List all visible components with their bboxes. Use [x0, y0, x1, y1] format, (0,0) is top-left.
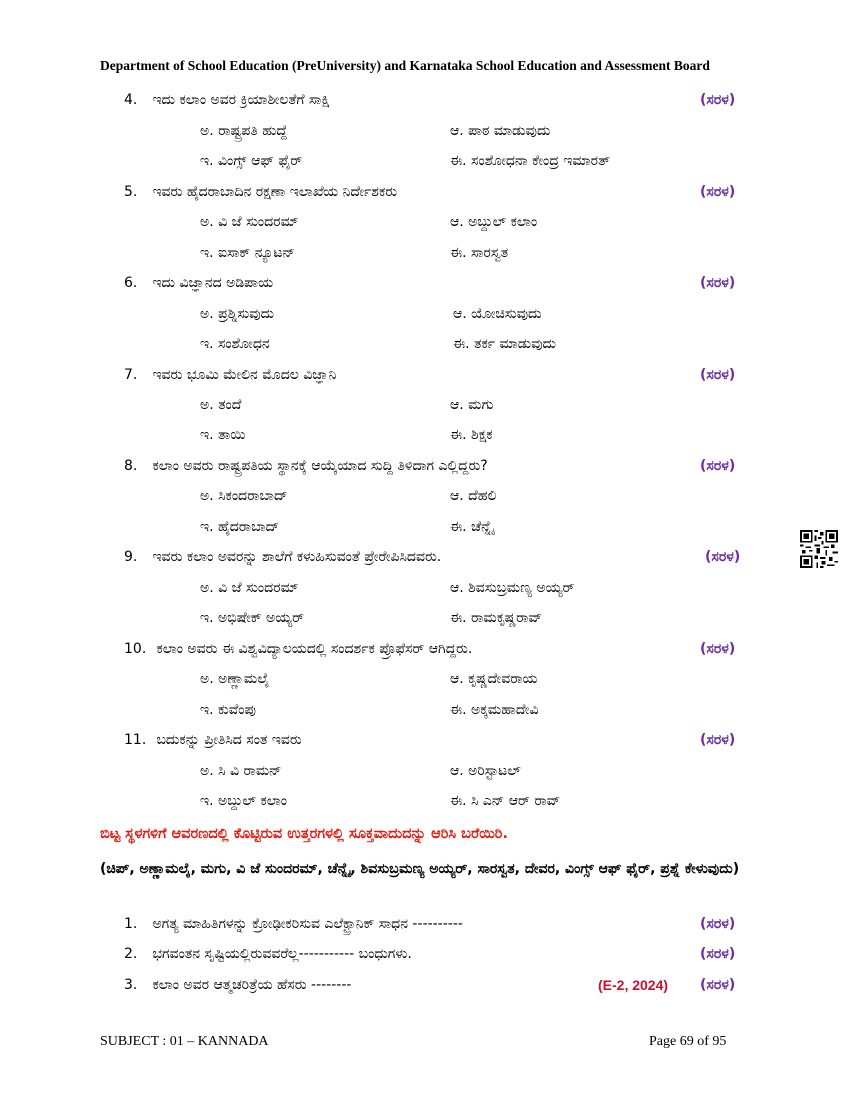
difficulty-tag: (ಸರಳ) [700, 946, 736, 962]
qr-code-icon [800, 530, 838, 568]
option-ii: ಈ. ಸಾರಸ್ವತ [450, 245, 509, 261]
question-number: 8. [124, 458, 138, 474]
difficulty-tag: (ಸರಳ) [700, 275, 736, 291]
option-ii: ಈ. ಅಕ್ಕಮಹಾದೇವಿ [450, 702, 539, 718]
option-i: ಇ. ಅಭಿಷೇಕ್ ಅಯ್ಯರ್ [200, 610, 305, 626]
question-5 [124, 184, 397, 200]
option-aa: ಆ. ಮಗು [450, 397, 494, 413]
question-text: ಇದು ವಿಜ್ಞಾನದ ಅಡಿಪಾಯ [152, 275, 274, 291]
option-i: ಇ. ಅಬ್ದುಲ್ ಕಲಾಂ [200, 793, 288, 809]
difficulty-tag: (ಸರಳ) [700, 732, 736, 748]
question-number: 6. [124, 275, 138, 291]
item-text: ಅಗತ್ಯ ಮಾಹಿತಿಗಳನ್ನು ಕ್ರೋಢೀಕರಿಸುವ ಎಲೆಕ್ಟ್ರಾನಿಕ್ ಸಾಧನ ---------- [152, 916, 463, 932]
option-ii: ಈ. ಶಿಕ್ಷಕ [450, 427, 493, 443]
question-number: 9. [124, 549, 138, 565]
option-a: ಅ. ವಿ ಜೆ ಸುಂದರಮ್ [200, 580, 299, 596]
footer-page-number: Page 69 of 95 [649, 1034, 727, 1049]
question-number: 4. [124, 92, 138, 108]
option-a: ಅ. ಪ್ರಶ್ನಿಸುವುದು [200, 306, 275, 322]
option-a: ಅ. ರಾಷ್ಟ್ರಪತಿ ಹುದ್ದೆ [200, 123, 288, 139]
option-i: ಇ. ವಿಂಗ್ಸ್ ಆಫ್ ಫೈರ್ [200, 153, 303, 169]
difficulty-tag: (ಸರಳ) [705, 549, 741, 565]
option-a: ಅ. ಅಣ್ಣಾಮಲೈ [200, 671, 270, 687]
fill-blanks-instruction: ಬಿಟ್ಟ ಸ್ಥಳಗಳಿಗೆ ಆವರಣದಲ್ಲಿ ಕೊಟ್ಟಿರುವ ಉತ್ತರಗಳಲ್ಲಿ ಸೂಕ್ತವಾದುದನ್ನು ಆರಿಸಿ ಬರೆಯಿರಿ. [100, 826, 508, 842]
option-i: ಇ. ಐಸಾಕ್ ನ್ಯೂಟನ್ [200, 245, 295, 261]
question-6 [124, 275, 273, 291]
question-number: 5. [124, 184, 138, 200]
question-9 [124, 549, 441, 565]
difficulty-tag: (ಸರಳ) [700, 92, 736, 108]
option-aa: ಆ. ಅಬ್ದುಲ್ ಕಲಾಂ [450, 214, 538, 230]
question-number: 10. [124, 641, 147, 657]
question-text: ಇವರು ಭೂಮಿ ಮೇಲಿನ ಮೊದಲ ವಿಜ್ಞಾನಿ [152, 367, 337, 383]
difficulty-tag: (ಸರಳ) [700, 916, 736, 932]
question-8 [124, 458, 488, 474]
option-aa: ಆ. ದೆಹಲಿ [450, 488, 497, 504]
question-11 [124, 732, 302, 748]
item-number: 1. [124, 916, 138, 932]
footer-subject: SUBJECT : 01 – KANNADA [100, 1034, 269, 1049]
option-a: ಅ. ವಿ ಜೆ ಸುಂದರಮ್ [200, 214, 299, 230]
option-a: ಅ. ಸಿ ವಿ ರಾಮನ್ [200, 763, 282, 779]
option-ii: ಈ. ಸಿ ಎನ್ ಆರ್ ರಾವ್ [450, 793, 561, 809]
question-number: 7. [124, 367, 138, 383]
item-text: ಕಲಾಂ ಅವರ ಆತ್ಮಚರಿತ್ರೆಯ ಹೆಸರು -------- [152, 977, 352, 993]
difficulty-tag: (ಸರಳ) [700, 977, 736, 993]
option-i: ಇ. ತಾಯಿ [200, 427, 246, 443]
question-text: ಇವರು ಕಲಾಂ ಅವರನ್ನು ಶಾಲೆಗೆ ಕಳುಹಿಸುವಂತೆ ಪ್ರೇರೇಪಿಸಿದವರು. [152, 549, 442, 565]
difficulty-tag: (ಸರಳ) [700, 367, 736, 383]
item-text: ಭಗವಂತನ ಸೃಷ್ಟಿಯಲ್ಲಿರುವವರೆಲ್ಲ----------- ಬಂಧುಗಳು. [152, 946, 412, 962]
question-10 [124, 641, 472, 657]
option-a: ಅ. ತಂದೆ [200, 397, 242, 413]
question-7 [124, 367, 336, 383]
option-a: ಅ. ಸಿಕಂದರಾಬಾದ್ [200, 488, 288, 504]
option-aa: ಆ. ಯೋಚಿಸುವುದು [453, 306, 542, 322]
question-text: ಕಲಾಂ ಅವರು ಈ ವಿಶ್ವವಿದ್ಯಾಲಯದಲ್ಲಿ ಸಂದರ್ಶಕ ಪ್ರೊಫೆಸರ್ ಆಗಿದ್ದರು. [156, 641, 473, 657]
question-text: ಇದು ಕಲಾಂ ಅವರ ಕ್ರಿಯಾಶೀಲತೆಗೆ ಸಾಕ್ಷಿ [152, 92, 331, 108]
page-header: Department of School Education (PreUniversity) and Karnataka School Education and Assessment Board [100, 58, 710, 73]
fill-item-3 [124, 977, 351, 993]
question-text: ಕಲಾಂ ಅವರು ರಾಷ್ಟ್ರಪತಿಯ ಸ್ಥಾನಕ್ಕೆ ಆಯ್ಕೆಯಾದ ಸುದ್ದಿ ತಿಳಿದಾಗ ಎಲ್ಲಿದ್ದರು? [152, 458, 488, 474]
item-number: 2. [124, 946, 138, 962]
exam-year-tag: (E-2, 2024) [598, 977, 669, 993]
option-aa: ಆ. ಪಾಠ ಮಾಡುವುದು [450, 123, 551, 139]
difficulty-tag: (ಸರಳ) [700, 641, 736, 657]
item-number: 3. [124, 977, 138, 993]
option-ii: ಈ. ಚೆನ್ನೈ [450, 519, 494, 535]
option-i: ಇ. ಸಂಶೋಧನ [200, 336, 270, 352]
option-ii: ಈ. ಸಂಶೋಧನಾ ಕೇಂದ್ರ ಇಮಾರತ್ [450, 153, 611, 169]
option-ii: ಈ. ತರ್ಕ ಮಾಡುವುದು [453, 336, 557, 352]
option-i: ಇ. ಕುವೆಂಪು [200, 702, 256, 718]
fill-blanks-word-bank: (ಚಿಪ್, ಅಣ್ಣಾಮಲೈ, ಮಗು, ವಿ ಜೆ ಸುಂದರಮ್, ಚೆನ್ನೈ, ಶಿವಸುಬ್ರಮಣ್ಯ ಅಯ್ಯರ್, ಸಾರಸ್ವತ, ದೇವರ, ವಿಂಗ್ಸ್ ಆಫ್ ಫೈರ್, ಪ್ರಶ್ನೆ ಕೇಳುವುದು) [100, 861, 740, 877]
option-ii: ಈ. ರಾಮಕೃಷ್ಣರಾವ್ [450, 610, 543, 626]
difficulty-tag: (ಸರಳ) [700, 458, 736, 474]
difficulty-tag: (ಸರಳ) [700, 184, 736, 200]
question-4 [124, 92, 330, 108]
question-text: ಬದುಕನ್ನು ಪ್ರೀತಿಸಿದ ಸಂತ ಇವರು [156, 732, 302, 748]
option-aa: ಆ. ಶಿವಸುಬ್ರಮಣ್ಯ ಅಯ್ಯರ್ [450, 580, 575, 596]
fill-item-1 [124, 916, 463, 932]
option-aa: ಆ. ಅರಿಸ್ಟಾಟಲ್ [450, 763, 521, 779]
fill-item-2 [124, 946, 412, 962]
question-number: 11. [124, 732, 147, 748]
option-i: ಇ. ಹೈದರಾಬಾದ್ [200, 519, 280, 535]
option-aa: ಆ. ಕೃಷ್ಣದೇವರಾಯ [450, 671, 538, 687]
question-text: ಇವರು ಹೈದರಾಬಾದಿನ ರಕ್ಷಣಾ ಇಲಾಖೆಯ ನಿರ್ದೇಶಕರು [152, 184, 398, 200]
